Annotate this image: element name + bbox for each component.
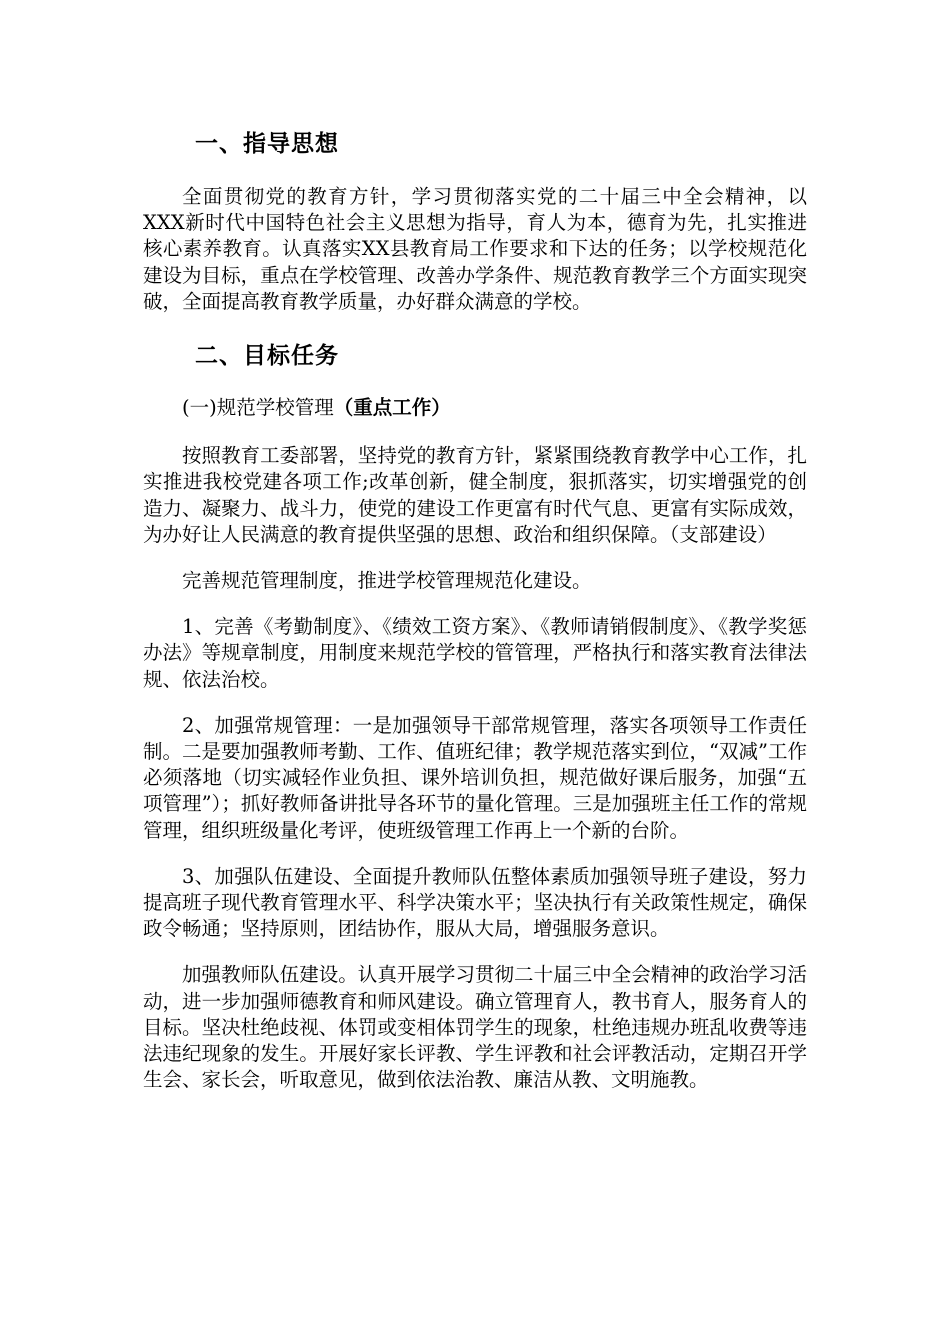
body-paragraph: 加强教师队伍建设。认真开展学习贯彻二十届三中全会精神的政治学习活动，进一步加强师德教育和师风建设。确立管理育人，教书育人，服务育人的目标。坚决杜绝歧视、体罚或变相体罚学生的现象，杜绝违规办班乱收费等违法违纪现象的发生。开展好家长评教、学生评教和社会评教活动，定期召开学生会、家长会，听取意见，做到依法治教、廉洁从教、文明施教。: [143, 963, 807, 1092]
subheading-school-management: [143, 395, 807, 421]
subheading-label: (一)规范学校管理: [182, 396, 334, 420]
list-item-paragraph: 2、加强常规管理：一是加强领导干部常规管理，落实各项领导工作责任制。二是要加强教师考勤、工作、值班纪律；教学规范落实到位，“双减”工作必须落地（切实减轻作业负担、课外培训负担，规范做好课后服务，加强“五项管理”）；抓好教师备讲批导各环节的量化管理。三是加强班主任工作的常规管理，组织班级量化考评，使班级管理工作再上一个新的台阶。: [143, 713, 807, 842]
section-heading-guiding-ideology: 一、指导思想: [195, 131, 339, 157]
body-paragraph: 全面贯彻党的教育方针，学习贯彻落实党的二十届三中全会精神，以XXX新时代中国特色社会主义思想为指导，育人为本，德育为先，扎实推进核心素养教育。认真落实XX县教育局工作要求和下达的任务；以学校规范化建设为目标，重点在学校管理、改善办学条件、规范教育教学三个方面实现突破，全面提高教育教学质量，办好群众满意的学校。: [143, 185, 807, 313]
list-item-paragraph: 1、完善《考勤制度》、《绩效工资方案》、《教师请销假制度》、《教学奖惩办法》等规章制度，用制度来规范学校的管管理，严格执行和落实教育法律法规、依法治校。: [143, 615, 807, 691]
body-paragraph: 按照教育工委部署，坚持党的教育方针，紧紧围绕教育教学中心工作，扎实推进我校党建各项工作;改革创新，健全制度，狠抓落实，切实增强党的创造力、凝聚力、战斗力，使党的建设工作更富有时代气息、更富有实际成效，为办好让人民满意的教育提供坚强的思想、政治和组织保障。（支部建设）: [143, 444, 807, 546]
section-heading-goals-tasks: 二、目标任务: [195, 343, 339, 370]
list-item-paragraph: 3、加强队伍建设、全面提升教师队伍整体素质加强领导班子建设，努力提高班子现代教育管理水平、科学决策水平；坚决执行有关政策性规定，确保政令畅通；坚持原则，团结协作，服从大局，增强服务意识。: [143, 864, 807, 941]
document-page: [143, 128, 807, 1093]
subheading-emphasis: （重点工作）: [333, 396, 451, 420]
body-paragraph: 完善规范管理制度，推进学校管理规范化建设。: [182, 569, 592, 593]
